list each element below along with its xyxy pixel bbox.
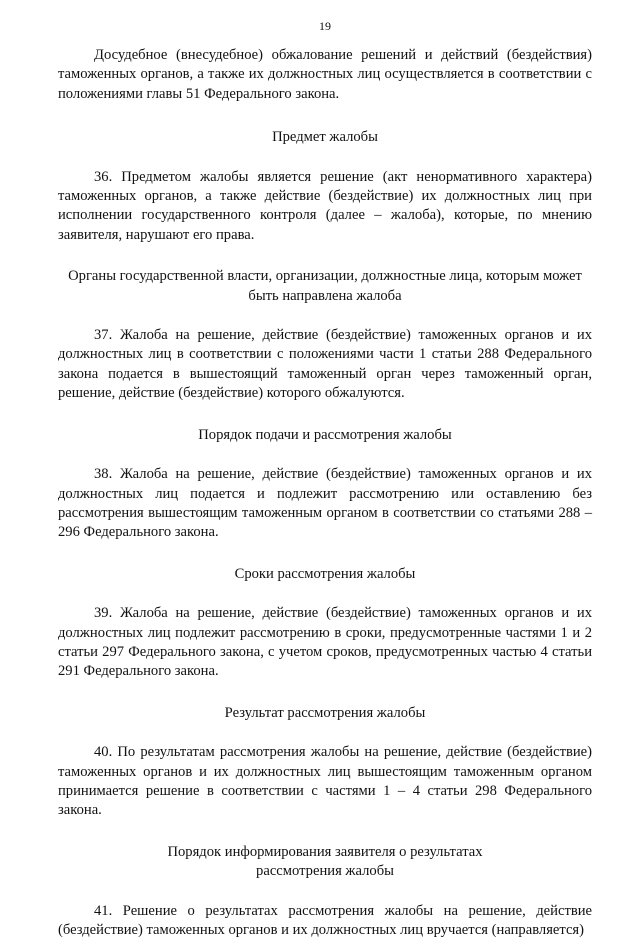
section-deadlines: [58, 565, 592, 682]
section-result: [58, 704, 592, 821]
section-heading: Сроки рассмотрения жалобы: [234, 565, 416, 582]
section-heading: [58, 843, 592, 882]
section-paragraph: 39. Жалоба на решение, действие (бездействие) таможенных органов и их должностных лиц подлежит рассмотрению в сроки, предусмотренные частями 1 и 2 статьи 297 Федерального закона, с учетом сроков, предусмотренных частью 4 статьи 291 Федерального закона.: [58, 605, 592, 680]
section-paragraph: 40. По результатам рассмотрения жалобы на решение, действие (бездействие) таможенных органов и их должностных лиц вышестоящим таможенным органом принимается решение в соответствии с частями 1 – 4 статьи 298 Федерального закона.: [58, 744, 592, 819]
section-subject: [58, 128, 592, 245]
section-paragraph: 38. Жалоба на решение, действие (бездействие) таможенных органов и их должностных лиц подается и подлежит рассмотрению или оставлению без рассмотрения вышестоящим таможенным органом в соответствии со статьями 288 – 296 Федерального закона.: [58, 466, 592, 541]
intro-paragraph: Досудебное (внесудебное) обжалование решений и действий (бездействия) таможенных органов, а также их должностных лиц осуществляется в соответствии с положениями главы 51 Федерального закона.: [58, 47, 592, 102]
heading-line: Порядок информирования заявителя о результатах: [167, 843, 483, 860]
section-paragraph: 37. Жалоба на решение, действие (бездействие) таможенных органов и их должностных лиц в соответствии с положениями части 1 статьи 288 Федерального закона подается в вышестоящий таможенный орган через таможенный орган, решение, действие (бездействие) которого обжалуются.: [58, 327, 592, 402]
section-heading: Порядок подачи и рассмотрения жалобы: [198, 426, 452, 443]
section-heading: Предмет жалобы: [272, 129, 378, 146]
section-authorities: [58, 267, 592, 403]
section-procedure: [58, 426, 592, 543]
section-heading: Результат рассмотрения жалобы: [224, 704, 426, 721]
heading-line: рассмотрения жалобы: [256, 863, 394, 880]
section-informing: [58, 843, 592, 940]
section-heading: Органы государственной власти, организации, должностные лица, которым может быть направлена жалоба: [68, 268, 582, 304]
section-paragraph: 36. Предметом жалобы является решение (акт ненормативного характера) таможенных органов, а также действие (бездействие) их должностных лиц при исполнении государственного контроля (далее – жалоба), которые, по мнению заявителя, нарушают его права.: [58, 168, 592, 243]
section-paragraph: 41. Решение о результатах рассмотрения жалобы на решение, действие (бездействие) таможенных органов и их должностных лиц вручается (направляется): [58, 902, 592, 938]
page-number: 19: [319, 19, 331, 33]
